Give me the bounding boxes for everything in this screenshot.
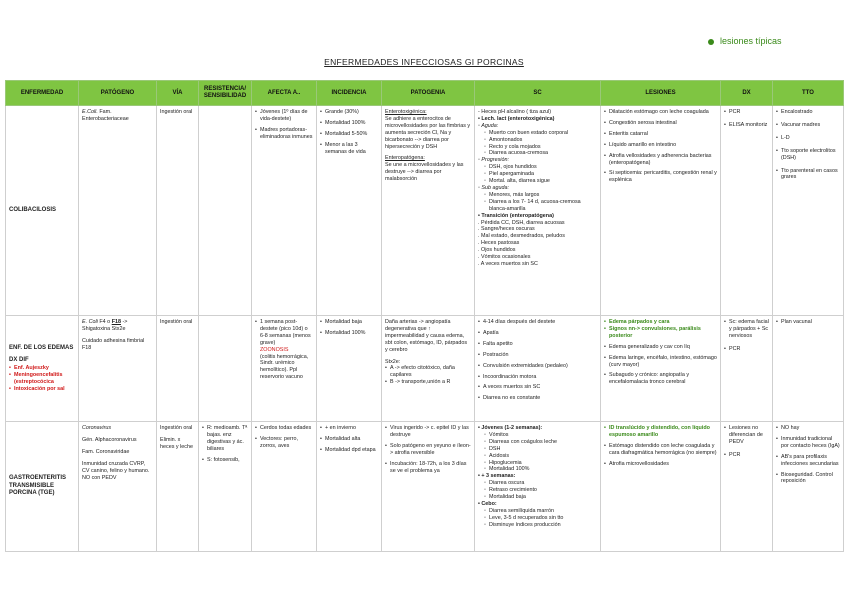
- sc-line: . Mal estado, desmedrados, peludos: [478, 233, 565, 240]
- disease-name: GASTROENTERITIS TRANSMISIBLE PORCINA (TGE): [6, 422, 79, 552]
- list-item: • Convulsión extremidades (pedaleo): [478, 363, 597, 370]
- list-item: • Dilatación estómago con leche coagulada: [604, 109, 717, 116]
- list-item: • L-D: [776, 135, 840, 142]
- list-item: • Bioseguridad. Control reposición: [776, 472, 840, 486]
- list-item: • Intoxicación por sal: [9, 386, 75, 393]
- sc-line: . Pérdida CC, DSH, diarrea acuosas: [478, 219, 565, 226]
- via-cell: Ingestión oral: [157, 316, 199, 422]
- patogenia-cell: [382, 422, 475, 552]
- sc-heading: • Lech. lact (enterotoxigénica): [478, 115, 555, 122]
- lesiones-cell: [601, 422, 721, 552]
- col-header: DX: [721, 81, 773, 106]
- sc-heading: • + 3 semanas:: [478, 473, 516, 480]
- incidencia-cell: [317, 316, 382, 422]
- list-item: • Mortalidad baja: [320, 319, 378, 326]
- via-cell: Ingestión oral: [157, 106, 199, 316]
- list-item: • Vacunar madres: [776, 122, 840, 129]
- green-dot-icon: [708, 39, 714, 45]
- list-item: • Mortalidad 100%: [320, 330, 378, 337]
- list-item: ◦ Diarrea semilíquida marrón: [484, 508, 597, 515]
- list-item: • Apatía: [478, 330, 597, 337]
- list-item: • NO hay: [776, 425, 840, 432]
- list-item: • Postración: [478, 352, 597, 359]
- patogenia-heading: Stx2e:: [385, 358, 401, 365]
- sc-cell: [475, 422, 601, 552]
- list-item: • Mortalidad alta: [320, 436, 378, 443]
- list-item: • Cerdos todas edades: [255, 425, 313, 432]
- list-item: • Edema párpados y cara: [604, 319, 717, 326]
- patogenia-heading: Enteropatógena:: [385, 155, 425, 162]
- sc-cell: [475, 106, 601, 316]
- list-item: ◦ Retraso crecimiento: [484, 487, 597, 494]
- patogenia-text: Se adhiere a enterocitos de microvellosidades por las fimbrias y aumenta secreción Cl, Na y bicarbonato --> diarrea por hipersecreción y DSH: [385, 115, 471, 150]
- via-cell: Ingestión oral Elimin. x heces y leche: [157, 422, 199, 552]
- sc-cell: [475, 316, 601, 422]
- tto-cell: [773, 106, 844, 316]
- list-item: • Congestión serosa intestinal: [604, 120, 717, 127]
- list-item: ◦ Recto y cola mojados: [484, 144, 597, 151]
- list-item: • R: medioamb. Tª bajas. enz digestivas y ác. biliares: [202, 425, 248, 453]
- list-item: ◦ Mortalidad baja: [484, 494, 597, 501]
- list-item: ◦ Muerto con buen estado corporal: [484, 130, 597, 137]
- patogeno-name: Coronavirus: [82, 425, 112, 431]
- sc-subheading: ◦ Aguda:: [478, 122, 499, 129]
- legend: [708, 36, 782, 46]
- list-item: • Madres portadoras- eliminadoras inmunes: [255, 127, 313, 141]
- dx-cell: [721, 316, 773, 422]
- list-item: ◦ Diarreas con coágulos leche: [484, 439, 597, 446]
- list-item: • Jóvenes (1º días de vida-destete): [255, 109, 313, 123]
- list-item: • Signos nn-> convulsiones, parálisis posterior: [604, 326, 717, 340]
- patogenia-text: Se une a microvellosidades y las destruye --> diarrea por malabsorción: [385, 162, 464, 183]
- list-item: • PCR: [724, 346, 769, 353]
- list-item: ◦ Disminuye índices producción: [484, 522, 597, 529]
- list-item: ◦ Diarrea acuosa-cremosa: [484, 150, 597, 157]
- sc-subheading: ◦ Sub aguda:: [478, 184, 509, 191]
- list-item: • Mortalidad 5-50%: [320, 131, 378, 138]
- disease-name: COLIBACILOSIS: [6, 106, 79, 316]
- list-item: • Si septicemia: pericarditis, congestión renal y esplénica: [604, 170, 717, 184]
- col-header: ENFERMEDAD: [6, 81, 79, 106]
- list-item: • Líquido amarillo en intestino: [604, 142, 717, 149]
- patogeno-cell: [79, 106, 157, 316]
- col-header: LESIONES: [601, 81, 721, 106]
- list-item: • + en invierno: [320, 425, 378, 432]
- sc-line: . Sangre/heces oscuras: [478, 226, 535, 233]
- list-item: • Atrofia vellosidades y adherencia bacterias (enteropatógena): [604, 153, 717, 167]
- list-item: • Tto soporte electrolitos (DSH): [776, 148, 840, 162]
- list-item: • S: fotosensib,: [202, 457, 248, 464]
- list-item: ◦ Acidosis: [484, 453, 597, 460]
- list-item: • Solo patógeno en yeyuno e íleon-> atrofia reversible: [385, 443, 471, 457]
- list-item: ◦ Diarrea oscura: [484, 480, 597, 487]
- page-title: ENFERMEDADES INFECCIOSAS GI PORCINAS: [324, 57, 524, 67]
- sc-line: . Vómitos ocasionales: [478, 254, 531, 261]
- list-item: ◦ Mortalidad 100%: [484, 466, 597, 473]
- table-row-tge: [6, 422, 844, 552]
- patogenia-heading: Enterotoxigénica:: [385, 109, 427, 115]
- col-header: INCIDENCIA: [317, 81, 382, 106]
- incidencia-cell: [317, 422, 382, 552]
- col-header: PATOGENIA: [382, 81, 475, 106]
- list-item: • Grande (30%): [320, 109, 378, 116]
- list-item: • Meningoencefalitis (estreptocócica: [9, 372, 75, 386]
- list-item: ◦ Amontonados: [484, 137, 597, 144]
- resistencia-cell: [199, 106, 252, 316]
- resistencia-cell: [199, 316, 252, 422]
- list-item: • Mortalidad 100%: [320, 120, 378, 127]
- list-item: • A veces muertos sin SC: [478, 384, 597, 391]
- list-item: • AB's para profilaxis infecciones secundarias: [776, 454, 840, 468]
- list-item: • PCR: [724, 109, 769, 116]
- sc-heading: • Jóvenes (1-2 semanas):: [478, 425, 543, 431]
- list-item: • 4-14 días después del destete: [478, 319, 597, 326]
- list-item: ◦ Mortal. alta, diarrea sigue: [484, 178, 597, 185]
- list-item: • A -> efecto citotóxico, daña capilares: [385, 365, 471, 379]
- table-row-colibacilosis: [6, 106, 844, 316]
- list-item: • Falta apetito: [478, 341, 597, 348]
- sc-subheading: ◦ Progresión:: [478, 157, 509, 164]
- list-item: • Enteritis catarral: [604, 131, 717, 138]
- sc-line: . Ojos hundidos: [478, 247, 516, 254]
- list-item: • Diarrea no es constante: [478, 395, 597, 402]
- list-item: • PCR: [724, 452, 769, 459]
- col-header: SC: [475, 81, 601, 106]
- patogeno-cell: E. Coli F4 o F18 -> Shigatoxina Stx2e Cuidado adhesina fimbrial F18: [79, 316, 157, 422]
- disease-cell: [6, 316, 79, 422]
- patogeno-name: E.Coli.: [82, 109, 98, 115]
- table-row-edemas: [6, 316, 844, 422]
- list-item: • Edema laringe, encéfalo, intestino, estómago (curv mayor): [604, 355, 717, 369]
- patogeno-line: Gén. Alphacoronavirus: [82, 436, 137, 443]
- list-item: ◦ DSH: [484, 446, 597, 453]
- list-item: ◦ Piel apergaminada: [484, 171, 597, 178]
- list-item: • Enf. Aujeszky: [9, 365, 75, 372]
- afecta-cell: [252, 422, 317, 552]
- list-item: • ID translúcido y distendido, con líquido espumoso amarillo: [604, 425, 717, 439]
- list-item: • Subagudo y crónico: angiopatía y encefalomalacia tronco cerebral: [604, 372, 717, 386]
- legend-label: lesiones típicas: [720, 36, 782, 46]
- patogeno-note: Cuidado adhesina fimbrial F18: [82, 337, 145, 351]
- patogeno-line: Inmunidad cruzada CVRP, CV canino, felino y humano. NO con PEDV: [82, 460, 150, 481]
- dx-cell: [721, 106, 773, 316]
- list-item: • Edema generalizado y cav con líq: [604, 344, 717, 351]
- list-item: • Atrofia microvellosidades: [604, 461, 717, 468]
- col-header: PATÓGENO: [79, 81, 157, 106]
- dxdif-heading: DX DIF: [9, 357, 29, 364]
- list-item: • Incubación: 18-72h, a los 3 días se ve el problema ya: [385, 461, 471, 475]
- patogenia-text: Daña arterias -> angiopatía degenerativa que ↑ impermeabilidad y causa edema, sbt colon, estómago, ID, párpados y cerebro: [385, 319, 468, 353]
- patogenia-cell: [382, 316, 475, 422]
- list-item: • Mortalidad dpd etapa: [320, 447, 378, 454]
- incidencia-cell: [317, 106, 382, 316]
- list-item: • Plan vacunal: [776, 319, 840, 326]
- dx-cell: [721, 422, 773, 552]
- resistencia-cell: [199, 422, 252, 552]
- sc-heading: • Cebo:: [478, 500, 497, 507]
- sc-line: . Heces pastosas: [478, 240, 520, 247]
- header-row: [6, 81, 844, 106]
- afecta-cell: [252, 106, 317, 316]
- col-header: RESISTENCIA/ SENSIBILIDAD: [199, 81, 252, 106]
- list-item: • 1 semana post-destete (pico 10d) o 6-8 semanas (menos grave) ZOONOSIS (colitis hemorrágica, Sindr. urémico hemolítico). Ppl reservorio vacuno: [255, 319, 313, 381]
- disease-name: ENF. DE LOS EDEMAS: [9, 344, 74, 351]
- lesiones-cell: [601, 106, 721, 316]
- lesiones-cell: [601, 316, 721, 422]
- list-item: ◦ DSH, ojos hundidos: [484, 164, 597, 171]
- list-item: • Menor a las 3 semanas de vida: [320, 142, 378, 156]
- list-item: • B -> transporte,unión a R: [385, 379, 471, 386]
- list-item: • Tto parenteral en casos grares: [776, 168, 840, 182]
- sc-heading: • Transición (enteropatógena): [478, 212, 554, 219]
- list-item: • Lesiones no diferencian de PEDV: [724, 425, 769, 446]
- list-item: ◦ Diarrea a los 7- 14 d, acuosa-cremosa blanca-amarilla: [484, 199, 597, 213]
- patogeno-family: Fam. Enterobacteriaceae: [82, 109, 129, 122]
- list-item: ◦ Hipoglucemia: [484, 460, 597, 467]
- list-item: • Sc: edema facial y párpados + Sc nerviosos: [724, 319, 769, 340]
- list-item: ◦ Vómitos: [484, 432, 597, 439]
- list-item: ◦ Leve, 3-5 d recuperados sin tto: [484, 515, 597, 522]
- sc-line: - Heces pH alcalino ( tiza azul): [478, 109, 552, 115]
- patogeno-line: Fam. Coronaviridae: [82, 448, 130, 455]
- diseases-table: [5, 80, 844, 552]
- tto-cell: [773, 316, 844, 422]
- list-item: • Encalostrado: [776, 109, 840, 116]
- afecta-cell: [252, 316, 317, 422]
- list-item: • ELISA monitoriz: [724, 122, 769, 129]
- list-item: • Vectores: perro, zorros, aves: [255, 436, 313, 450]
- list-item: ◦ Menores, más largos: [484, 192, 597, 199]
- list-item: • Estómago distendido con leche coagulada y cara diafragmática hemorrágica (no siempre): [604, 443, 717, 457]
- col-header: TTO: [773, 81, 844, 106]
- col-header: VÍA: [157, 81, 199, 106]
- tto-cell: [773, 422, 844, 552]
- list-item: • Inmunidad tradicional por contacto heces (IgA): [776, 436, 840, 450]
- sc-line: . A veces muertos sin SC: [478, 260, 538, 267]
- list-item: • Virus ingerido -> c. epitel ID y las destruye: [385, 425, 471, 439]
- list-item: • Incoordinación motora: [478, 374, 597, 381]
- col-header: AFECTA A..: [252, 81, 317, 106]
- patogenia-cell: [382, 106, 475, 316]
- patogeno-cell: [79, 422, 157, 552]
